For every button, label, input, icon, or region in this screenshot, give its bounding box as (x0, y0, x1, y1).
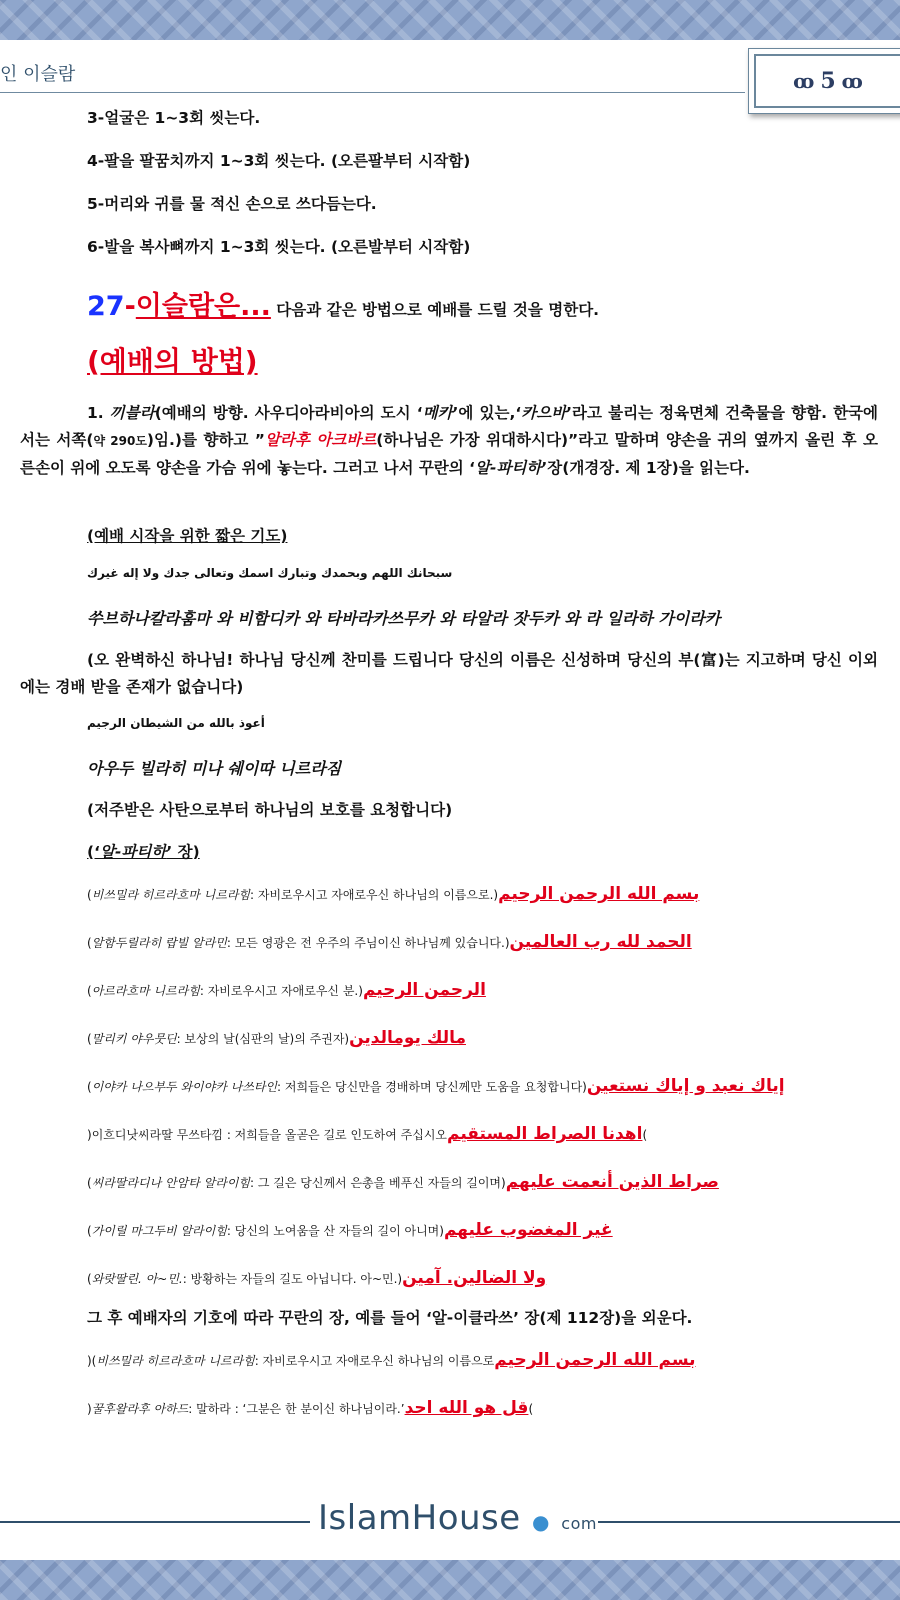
page-number-badge (748, 48, 900, 114)
prayer-method-title: (예배의 방법) (87, 345, 258, 378)
wudu-step-5: 5-머리와 귀를 물 적신 손으로 쓰다듬는다. (87, 195, 377, 213)
opening-prayer-translation-text: (오 완벽하신 하나님! 하나님 당신께 찬미를 드립니다 당신의 이름은 신성하며 당신의 부(富)는 지고하며 당신 이외에는 경배 받을 존재가 없습니다) (20, 651, 878, 696)
opening-prayer-arabic: سبحانك اللهم وبحمدك وتبارك اسمك وتعالى جدك ولا إله غيرك (87, 566, 453, 580)
qibla-text-7: ’장(개경장. 제 1장)을 읽는다. (541, 459, 750, 477)
fatiha-verse-pre: ( (87, 888, 92, 902)
fatiha-verse-ar: الرحمن الرحيم (362, 980, 486, 1000)
fatiha-verse-post: ( (642, 1128, 648, 1142)
running-header-title: 인 이슬람 (0, 64, 76, 85)
fatiha-term: 알-파티하 (475, 459, 542, 477)
fatiha-verse-8 (87, 1220, 613, 1240)
fatiha-verse-ar: بسم الله الرحمن الرحيم (498, 884, 700, 904)
fatiha-verse-pre: ( (87, 984, 92, 998)
section-description: 다음과 같은 방법으로 예배를 드릴 것을 명한다. (270, 301, 600, 319)
fatiha-verse-9 (87, 1268, 546, 1288)
wudu-step-4: 4-팔을 팔꿈치까지 1~3회 씻는다. (오른팔부터 시작함) (87, 152, 471, 170)
fatiha-verse-pre: ( (87, 1032, 92, 1046)
footer-rule-left (0, 1521, 310, 1523)
qibla-text-3: ’에 있는,‘ (452, 404, 522, 422)
fatiha-verse-text: : 보상의 날(심판의 날)의 주권자) (176, 1032, 350, 1046)
fatiha-verse-pre: ) (87, 1128, 92, 1142)
fatiha-verse-text: : 모든 영광은 전 우주의 주님이신 하나님께 있습니다.) (226, 936, 510, 950)
fatiha-verse-text: : 그 길은 당신께서 은총을 베푸신 자들의 길이며) (250, 1176, 506, 1190)
fatiha-verse-ar: صراط الذين أنعمت عليهم (505, 1172, 719, 1192)
fatiha-verse-text: : 자비로우시고 자애로우신 분.) (199, 984, 363, 998)
fatiha-verse-tr: 이야카 나으부두 와이야카 나쓰타인 (91, 1080, 278, 1094)
opening-prayer-translation (20, 647, 878, 701)
ikhlas-verse-ar: بسم الله الرحمن الرحيم (494, 1350, 696, 1370)
fatiha-verse-pre: ( (87, 1272, 92, 1286)
fatiha-verse-tr: 가이릴 마그두비 알라이힘 (91, 1224, 227, 1238)
fatiha-verse-tr: 아르라흐마 니르라힘 (91, 984, 200, 998)
qibla-text-2: (예배의 방향. 사우디아라비아의 도시 ‘ (154, 404, 423, 422)
qibla-text-4: ’라고 불리는 정육면체 건축물을 향함. 한국에서는 서쪽( (20, 404, 878, 449)
ikhlas-verse-1 (87, 1350, 696, 1370)
section-title: 이슬람은... (135, 291, 271, 322)
opening-prayer-transliteration: 쑤브하나칼라훔마 와 비함디카 와 타바라카쓰무카 와 타알라 잣두카 와 라 일라하 가이라카 (87, 609, 721, 628)
page-number: 5 (820, 68, 836, 94)
fatiha-verse-tr: 씨라딸라디나 안암타 알라이힘 (91, 1176, 251, 1190)
ikhlas-verse-pre: ) (87, 1402, 92, 1416)
header-rule (0, 92, 745, 93)
ikhlas-verse-text: : 자비로우시고 자애로우신 하나님의 이름으로 (254, 1354, 495, 1368)
fatiha-verse-tr: 알함두릴라히 랍빌 알라민 (91, 936, 227, 950)
fatiha-verse-pre: ( (87, 1224, 92, 1238)
fatiha-verse-text: : 방황하는 자들의 길도 아닙니다. 아~민.) (182, 1272, 403, 1286)
fatiha-verse-pre: ( (87, 1176, 92, 1190)
left-ornament-icon: ꝏ (793, 69, 815, 93)
wudu-step-3: 3-얼굴은 1~3회 씻는다. (87, 109, 261, 127)
right-ornament-icon: ꝏ (841, 69, 863, 93)
fatiha-verse-4 (87, 1028, 466, 1048)
takbir-term: 알라후 아크바르 (264, 431, 377, 449)
mecca-term: 메카 (422, 404, 453, 422)
ikhlas-verse-text: : 말하라 : ‘그분은 한 분이신 하나님이라.’ (188, 1402, 405, 1416)
qibla-term: 끼블라 (109, 404, 155, 422)
fatiha-verse-text: : 저희들은 당신만을 경배하며 당신께만 도움을 요청합니다) (277, 1080, 587, 1094)
kaaba-term: 카으바 (521, 404, 567, 422)
fatiha-verse-ar: إياك نعبد و إياك نستعين (586, 1076, 785, 1096)
fatiha-verse-ar: غير المغضوب عليهم (443, 1220, 613, 1240)
footer-logo (318, 1498, 597, 1538)
ikhlas-verse-2 (87, 1398, 533, 1418)
fatiha-verse-ar: ولا الضالين. آمين (402, 1268, 547, 1288)
taawwudh-transliteration: 아우두 빌라히 미나 쉐이따 니르라짐 (87, 759, 342, 778)
qibla-text-5: )임.)를 향하고 ” (146, 431, 265, 449)
ikhlas-verse-tr: 꿀후왈라후 아하드 (91, 1402, 189, 1416)
fatiha-verse-pre: ( (87, 1080, 92, 1094)
fatiha-heading-close: ’ 장) (166, 843, 200, 861)
fatiha-verse-tr: 말리키 야우뭇딘 (91, 1032, 177, 1046)
fatiha-verse-ar: مالك يومالدين (349, 1028, 466, 1048)
fatiha-heading (87, 842, 200, 862)
fatiha-heading-name: 알-파티하 (99, 843, 167, 861)
bottom-decorative-band (0, 1560, 900, 1600)
qibla-degrees: 약 290도 (93, 434, 147, 448)
fatiha-verse-7 (87, 1172, 719, 1192)
ikhlas-verse-post: ( (528, 1402, 534, 1416)
footer-rule-right (598, 1521, 900, 1523)
fatiha-verse-3 (87, 980, 486, 1000)
qibla-text-1: 1. (87, 404, 110, 422)
fatiha-verse-tr: 비쓰밀라 히르라흐마 니르라힘 (91, 888, 251, 902)
fatiha-verse-6 (87, 1124, 647, 1144)
fatiha-verse-ar: اهدنا الصراط المستقيم (447, 1124, 643, 1144)
section-number: 27 (87, 291, 125, 322)
ikhlas-verse-tr: 비쓰밀라 히르라흐마 니르라힘 (96, 1354, 255, 1368)
taawwudh-arabic: أعوذ بالله من الشيطان الرجيم (87, 716, 265, 730)
fatiha-verse-ar: الحمد لله رب العالمين (509, 932, 692, 952)
fatiha-verse-tr: 와랏딸린. 아~민. (91, 1272, 183, 1286)
fatiha-verse-text: : 당신의 노여움을 산 자들의 길이 아니며) (226, 1224, 444, 1238)
ikhlas-verse-pre: )( (87, 1354, 97, 1368)
page-number-frame (754, 54, 900, 108)
footer-logo-tld: com (561, 1514, 597, 1533)
section-dash: - (124, 291, 136, 322)
footer-logo-text: IslamHouse (318, 1498, 521, 1538)
after-fatiha-instruction: 그 후 예배자의 기호에 따라 꾸란의 장, 예를 들어 ‘알-이클라쓰’ 장(제 112장)을 외운다. (87, 1309, 693, 1327)
fatiha-heading-open: (‘ (87, 843, 100, 861)
fatiha-verse-2 (87, 932, 692, 952)
footer-logo-dot-icon: ● (532, 1510, 550, 1534)
opening-prayer-heading: (예배 시작을 위한 짧은 기도) (87, 527, 288, 545)
fatiha-verse-5 (87, 1076, 785, 1096)
fatiha-verse-1 (87, 884, 699, 904)
fatiha-verse-text: 이흐디낫씨라딸 무쓰타낌 : 저희들을 올곧은 길로 인도하여 주십시오 (91, 1128, 448, 1142)
fatiha-verse-text: : 자비로우시고 자애로우신 하나님의 이름으로.) (250, 888, 499, 902)
ikhlas-verse-ar: قل هو الله احد (404, 1398, 529, 1418)
qibla-text-6: (하나님은 가장 위대하시다)”라고 말하며 양손을 귀의 옆까지 올린 후 오른손이 위에 오도록 양손을 가슴 위에 놓는다. 그러고 나서 꾸란의 ‘ (20, 431, 878, 477)
taawwudh-translation: (저주받은 사탄으로부터 하나님의 보호를 요청합니다) (87, 801, 453, 819)
wudu-step-6: 6-발을 복사뼈까지 1~3회 씻는다. (오른발부터 시작함) (87, 238, 471, 256)
qibla-paragraph (20, 400, 878, 482)
fatiha-verse-pre: ( (87, 936, 92, 950)
top-decorative-band (0, 0, 900, 40)
section-27-heading (87, 284, 599, 323)
